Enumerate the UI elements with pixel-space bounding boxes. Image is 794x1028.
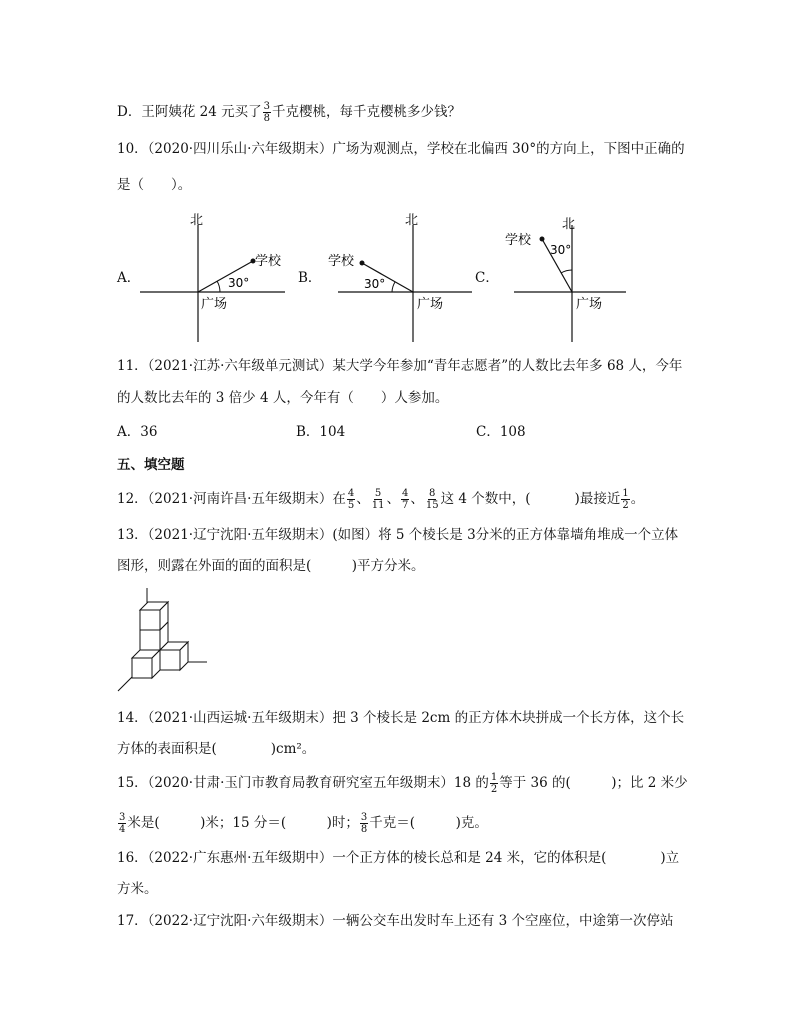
- question-d-text-a: D．王阿姨花 24 元买了: [117, 104, 262, 120]
- angle-arc: [561, 270, 572, 273]
- north-label: 北: [190, 213, 204, 228]
- q15-line2-a: 米是( )米；15 分＝( )时；: [127, 815, 359, 831]
- q12-text-d: 。: [630, 491, 645, 507]
- diagram-b: [320, 210, 480, 345]
- fraction-4-5: $\frac{4}{5}$: [347, 488, 355, 511]
- separator: 、: [410, 491, 424, 507]
- q11-option-c[interactable]: C．108: [476, 424, 526, 440]
- square-label: 广场: [576, 297, 603, 312]
- option-c-label[interactable]: C．: [475, 270, 499, 286]
- fraction-3-8: $\frac{3}{8}$: [360, 812, 368, 835]
- q12-text-c: )最接近: [574, 491, 621, 507]
- school-point: [540, 237, 545, 242]
- question-d-text-b: 千克樱桃，每千克樱桃多少钱？: [271, 104, 461, 120]
- question-14-line1: 14．（2021·山西运城·五年级期末）把 3 个棱长是 2cm 的正方体木块拼成一个长方体，这个长: [117, 710, 685, 726]
- fraction-3-4: $\frac{3}{4}$: [119, 812, 126, 835]
- section-title: 五、填空题: [117, 457, 185, 473]
- question-15-line2: [117, 812, 488, 835]
- separator: 、: [356, 491, 370, 507]
- angle-label: 30°: [228, 276, 250, 290]
- angle-label: 30°: [364, 277, 386, 291]
- question-10-line2: 是（ ）。: [117, 177, 192, 193]
- school-label: 学校: [255, 254, 282, 269]
- fraction-5-11: $\frac{5}{11}$: [371, 488, 385, 511]
- option-b-label[interactable]: B．: [298, 270, 322, 286]
- cube-front-face: [132, 658, 152, 678]
- q11-option-b[interactable]: B．104: [296, 424, 346, 440]
- separator: 、: [386, 491, 400, 507]
- cube-front-face: [160, 650, 180, 670]
- question-11-line2: 的人数比去年的 3 倍少 4 人，今年有（ ）人参加。: [117, 390, 449, 406]
- diagram-a: [135, 210, 295, 345]
- q15-text-a: 15．（2020·甘肃·玉门市教育局教育研究室五年级期末）18 的: [117, 775, 489, 791]
- q12-text-a: 12．（2021·河南许昌·五年级期末）在: [117, 491, 346, 507]
- cube-front-face: [140, 630, 160, 650]
- q15-text-b: 等于 36 的( )；比 2 米少: [499, 775, 688, 791]
- q15-line2-b: 千克＝( )克。: [369, 815, 488, 831]
- north-label: 北: [405, 213, 419, 228]
- diagram-c: [500, 210, 640, 345]
- school-point: [360, 261, 365, 266]
- question-16-line1: 16．（2022·广东惠州·五年级期中）一个正方体的棱长总和是 24 米，它的体积是( )立: [117, 850, 680, 866]
- cube-stack-figure: [112, 585, 212, 695]
- q12-text-b: 这 4 个数中，(: [440, 491, 531, 507]
- square-label: 广场: [201, 297, 228, 312]
- question-15-line1: [117, 772, 688, 795]
- fraction-3-8: $\frac{3}{8}$: [263, 101, 270, 124]
- question-12: [117, 488, 644, 511]
- fraction-1-2: $\frac{1}{2}$: [622, 488, 629, 511]
- fraction-1-2: $\frac{1}{2}$: [490, 772, 498, 795]
- q11-option-a[interactable]: A．36: [117, 424, 158, 440]
- fraction-8-15: $\frac{8}{15}$: [425, 488, 439, 511]
- fraction-4-7: $\frac{4}{7}$: [401, 488, 409, 511]
- question-17-line1: 17．（2022·辽宁沈阳·六年级期末）一辆公交车出发时车上还有 3 个空座位，中途第一次停站: [117, 913, 674, 929]
- question-10-line1: 10．（2020·四川乐山·六年级期末）广场为观测点，学校在北偏西 30°的方向上，下图中正确的: [117, 141, 685, 157]
- angle-arc: [392, 282, 395, 292]
- question-13-line2: 图形，则露在外面的面的面积是( )平方分米。: [117, 558, 425, 574]
- question-13-line1: 13．（2021·辽宁沈阳·五年级期末）(如图）将 5 个棱长是 3分米的正方体靠墙角堆成一个立体: [117, 527, 679, 543]
- cube-front-face: [140, 610, 160, 630]
- option-a-label[interactable]: A．: [117, 270, 141, 286]
- school-label: 学校: [328, 254, 355, 269]
- angle-arc: [217, 281, 220, 292]
- square-label: 广场: [417, 297, 444, 312]
- question-d: [117, 101, 461, 124]
- angle-label: 30°: [550, 243, 572, 257]
- school-label: 学校: [505, 233, 532, 248]
- question-16-line2: 方米。: [117, 881, 158, 897]
- question-11-line1: 11．（2021·江苏·六年级单元测试）某大学今年参加“青年志愿者”的人数比去年多 68 人，今年: [117, 358, 683, 374]
- north-label: 北: [562, 217, 576, 232]
- question-14-line2: 方体的表面积是( )cm²。: [117, 741, 316, 757]
